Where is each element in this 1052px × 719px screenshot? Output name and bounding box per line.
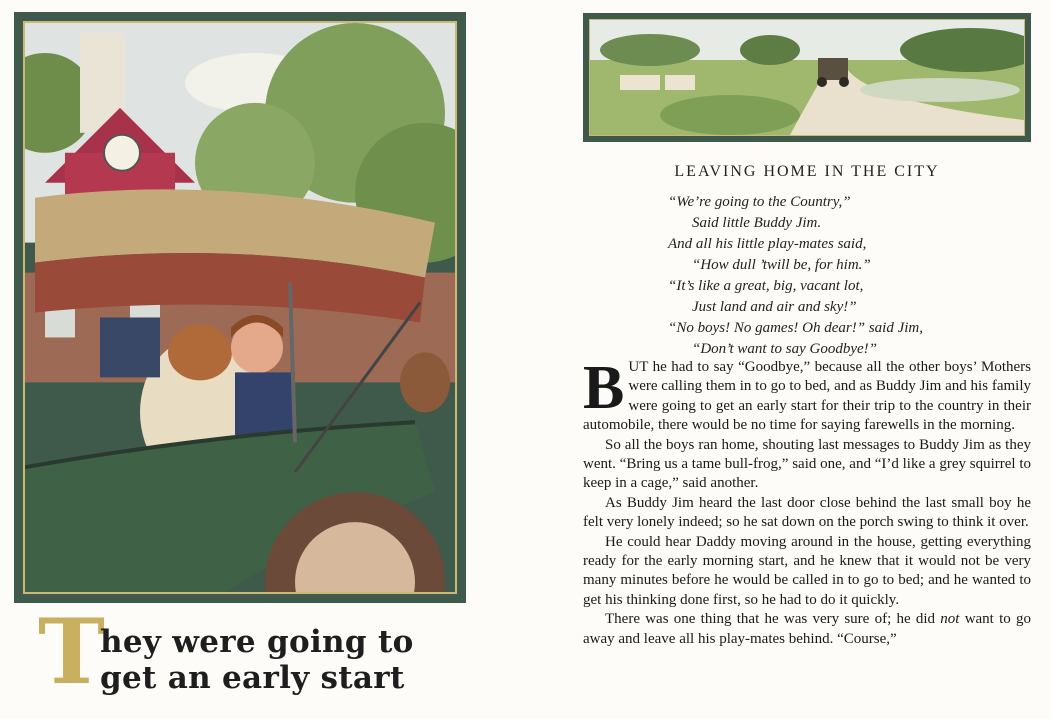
emphasis: not: [940, 611, 960, 628]
body-text: [583, 354, 1031, 649]
main-illustration: [23, 21, 457, 594]
paragraph: He could hear Daddy moving around in the house, getting everything ready for the early morning start, and he knew that it would not be very many minutes before he would be called in to go to bed; and he wanted to get his thinking done first, so he had to do it quickly.: [583, 533, 1031, 608]
verse-line: “It’s like a great, big, vacant lot,: [668, 278, 864, 294]
paragraph: There was one thing that he was very sure of; he did not want to go away and leave all his play-mates behind. “Course,”: [583, 611, 1031, 647]
verse-line: “How dull ’twill be, for him.”: [692, 257, 871, 273]
paragraph: So all the boys ran home, shouting last messages to Buddy Jim as they went. “Bring us a tame bull-frog,” said one, and “I’d like a grey squirrel to keep in a cage,” said another.: [583, 436, 1031, 492]
verse-line: “Don’t want to say Goodbye!”: [692, 341, 877, 357]
drop-cap: B: [583, 354, 625, 422]
verse-line: And all his little play-mates said,: [668, 236, 867, 252]
verse: [668, 192, 1028, 360]
caption-line-2: get an early start: [100, 660, 405, 696]
paragraph: BUT he had to say “Goodbye,” because all the other boys’ Mothers were calling them in to go to bed, and as Buddy Jim and his family were going to get an early start for their trip to the country in their automobile, there would be no time for saying farewells in the morning.: [583, 354, 1031, 434]
verse-line: “No boys! No games! Oh dear!” said Jim,: [668, 320, 923, 336]
paragraph: As Buddy Jim heard the last door close behind the last small boy he felt very lonely indeed; so he sat down on the porch swing to think it over.: [583, 494, 1031, 531]
illustration-art: [25, 23, 455, 592]
verse-line: “We’re going to the Country,”: [668, 194, 851, 210]
header-banner-frame: [583, 13, 1031, 142]
banner-art: [590, 20, 1024, 135]
caption-drop-letter: T: [38, 599, 105, 705]
header-banner-illustration: [589, 19, 1025, 136]
verse-line: Just land and air and sky!”: [692, 299, 857, 315]
main-illustration-frame: [14, 12, 466, 603]
caption-line-1: hey were going to: [100, 624, 414, 660]
verse-line: Said little Buddy Jim.: [692, 215, 822, 231]
chapter-title: LEAVING HOME IN THE CITY: [674, 163, 940, 180]
